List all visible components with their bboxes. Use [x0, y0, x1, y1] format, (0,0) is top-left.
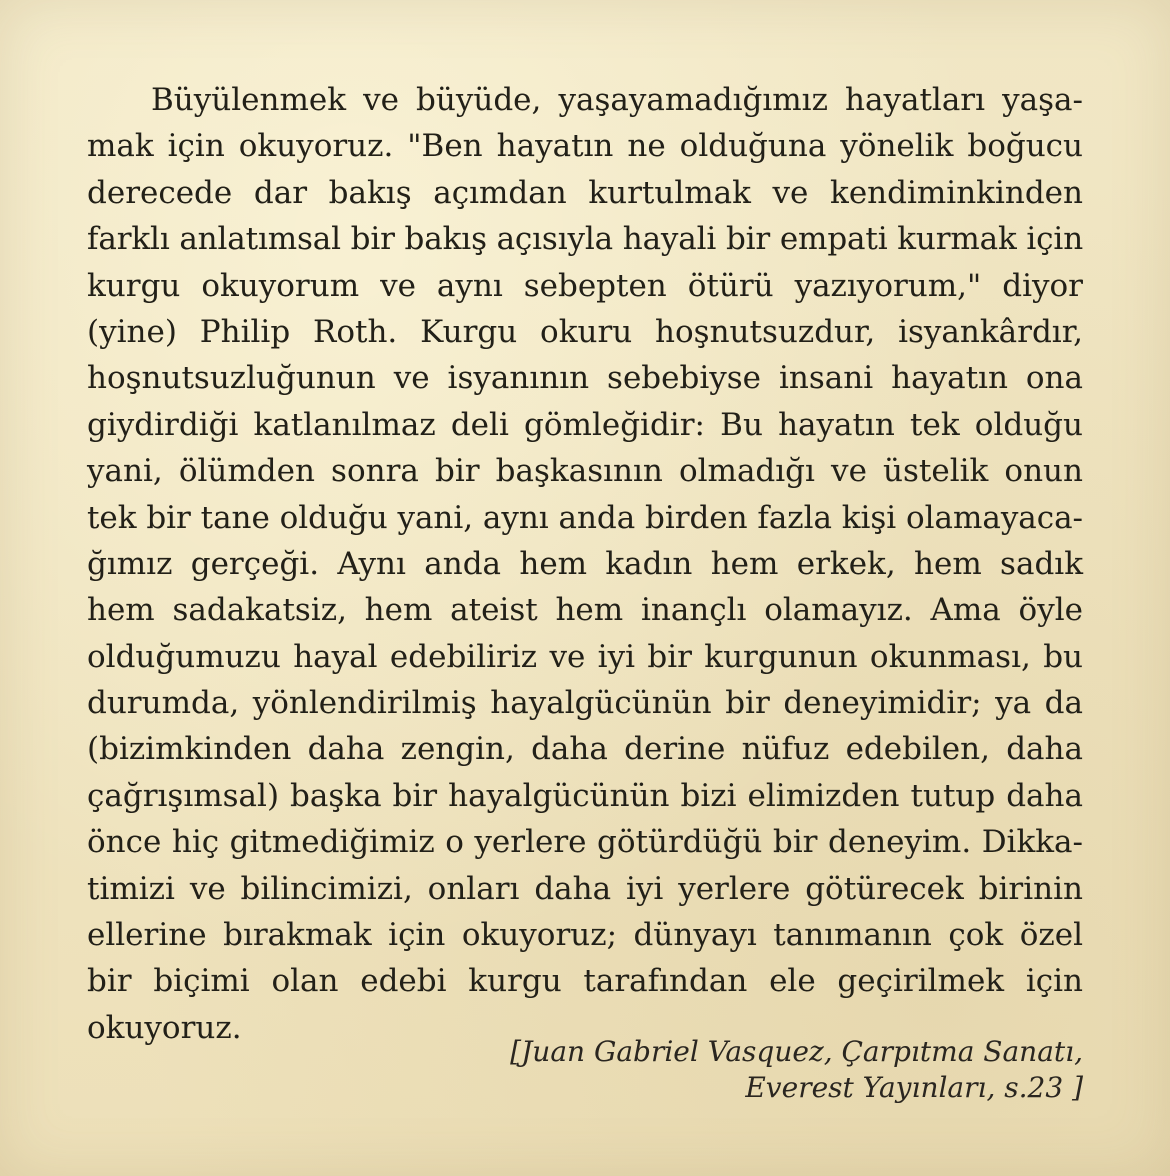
paragraph-line: (yine) Philip Roth. Kurgu okuru hoşnutsuzdur, isyankârdır, [87, 313, 1083, 350]
paragraph-line: çağrışımsal) başka bir hayalgücünün bizi elimizden tutup daha [87, 777, 1083, 814]
citation [510, 1034, 1083, 1106]
paragraph-line: giydirdiği katlanılmaz deli gömleğidir: Bu hayatın tek olduğu [87, 406, 1083, 443]
paragraph-line: önce hiç gitmediğimiz o yerlere götürdüğü bir deneyim. Dikka- [87, 824, 1083, 861]
paragraph-line: hoşnutsuzluğunun ve isyanının sebebiyse insani hayatın ona [87, 360, 1083, 397]
quote-paragraph [87, 77, 1083, 1051]
citation-line-author-title: [Juan Gabriel Vasquez, Çarpıtma Sanatı, [510, 1035, 1083, 1068]
paragraph-line: bir biçimi olan edebi kurgu tarafından ele geçirilmek için [87, 963, 1083, 1000]
paragraph-line: ellerine bırakmak için okuyoruz; dünyayı tanımanın çok özel [87, 917, 1083, 954]
paragraph-line: olduğumuzu hayal edebiliriz ve iyi bir kurgunun okunması, bu [87, 638, 1083, 675]
paragraph-line: durumda, yönlendirilmiş hayalgücünün bir deneyimidir; ya da [87, 685, 1083, 722]
paragraph-line: ğımız gerçeği. Aynı anda hem kadın hem erkek, hem sadık [87, 545, 1083, 582]
citation-line-publisher: Everest Yayınları, s.23 ] [745, 1071, 1083, 1104]
paragraph-line: okuyoruz. [87, 1009, 242, 1046]
paragraph-line: hem sadakatsiz, hem ateist hem inançlı olamayız. Ama öyle [87, 592, 1083, 629]
paragraph-line: (bizimkinden daha zengin, daha derine nüfuz edebilen, daha [87, 731, 1083, 768]
paragraph-line: yani, ölümden sonra bir başkasının olmadığı ve üstelik onun [87, 453, 1083, 490]
paragraph-line: derecede dar bakış açımdan kurtulmak ve kendiminkinden [87, 174, 1083, 211]
paragraph-line: Büyülenmek ve büyüde, yaşayamadığımız hayatları yaşa- [151, 82, 1083, 118]
paragraph-line: mak için okuyoruz. "Ben hayatın ne olduğuna yönelik boğucu [87, 128, 1083, 165]
paragraph-line: farklı anlatımsal bir bakış açısıyla hayali bir empati kurmak için [87, 221, 1084, 258]
paragraph-line: tek bir tane olduğu yani, aynı anda birden fazla kişi olamayaca- [87, 499, 1083, 536]
paragraph-line: timizi ve bilincimizi, onları daha iyi yerlere götürecek birinin [87, 870, 1083, 907]
paragraph-line: kurgu okuyorum ve aynı sebepten ötürü yazıyorum," diyor [87, 267, 1083, 304]
